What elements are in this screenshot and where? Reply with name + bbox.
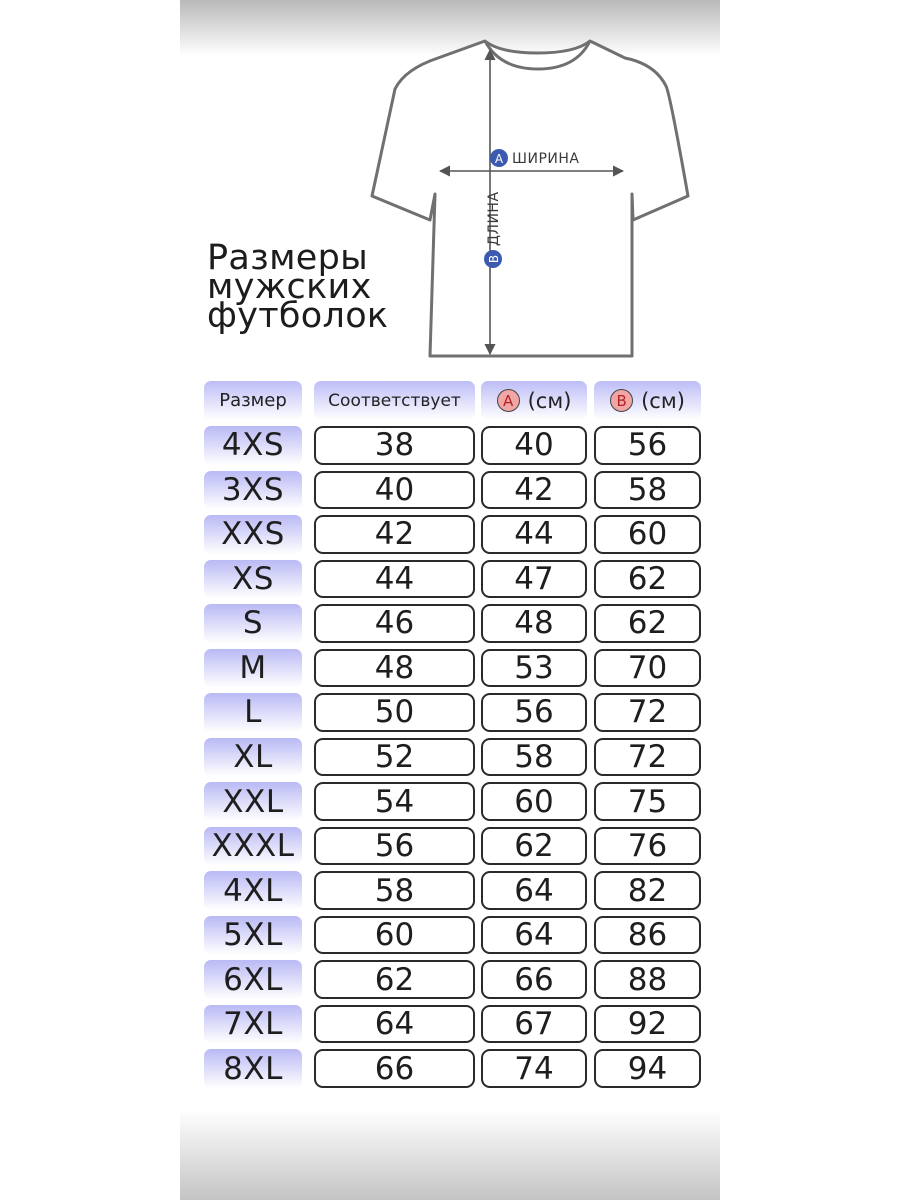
header-size-label: Размер (219, 390, 287, 411)
table-row (180, 1003, 720, 1048)
length-b-cell: 56 (594, 426, 701, 465)
table-row (180, 647, 720, 692)
size-cell: L (204, 693, 302, 732)
size-cell: 5XL (204, 916, 302, 955)
corresponds-cell: 60 (314, 916, 475, 955)
size-cell: XS (204, 560, 302, 599)
size-cell: XXS (204, 515, 302, 554)
width-a-cell: 64 (481, 916, 587, 955)
corresponds-cell: 48 (314, 649, 475, 688)
length-b-cell: 75 (594, 782, 701, 821)
size-cell: 3XS (204, 471, 302, 510)
table-row (180, 424, 720, 469)
header-col-a (481, 381, 587, 420)
width-a-cell: 47 (481, 560, 587, 599)
corresponds-cell: 44 (314, 560, 475, 599)
length-b-cell: 92 (594, 1005, 701, 1044)
bottom-shadow (180, 1110, 720, 1200)
corresponds-cell: 42 (314, 515, 475, 554)
size-cell: XXXL (204, 827, 302, 866)
corresponds-cell: 62 (314, 960, 475, 999)
header-col-b (594, 381, 701, 420)
length-b-cell: 62 (594, 560, 701, 599)
table-row (180, 513, 720, 558)
width-a-cell: 48 (481, 604, 587, 643)
table-row (180, 869, 720, 914)
length-b-cell: 62 (594, 604, 701, 643)
width-a-cell: 60 (481, 782, 587, 821)
size-chart-card (180, 0, 720, 1200)
width-a-cell: 53 (481, 649, 587, 688)
table-row (180, 1047, 720, 1092)
table-row (180, 691, 720, 736)
table-row (180, 958, 720, 1003)
size-cell: 4XS (204, 426, 302, 465)
table-row (180, 825, 720, 870)
title-line-2: мужских (207, 267, 372, 307)
length-b-cell: 94 (594, 1049, 701, 1088)
corresponds-cell: 56 (314, 827, 475, 866)
header-size (204, 381, 302, 420)
width-a-cell: 40 (481, 426, 587, 465)
width-a-cell: 74 (481, 1049, 587, 1088)
col-b-unit: (см) (641, 388, 685, 413)
size-cell: 8XL (204, 1049, 302, 1088)
size-cell: XXL (204, 782, 302, 821)
corresponds-cell: 54 (314, 782, 475, 821)
table-row (180, 736, 720, 781)
tshirt-outline (372, 41, 688, 356)
width-a-cell: 62 (481, 827, 587, 866)
corresponds-cell: 58 (314, 871, 475, 910)
length-b-cell: 86 (594, 916, 701, 955)
title-line-1: Размеры (207, 238, 369, 278)
size-table (180, 424, 720, 1092)
corresponds-cell: 50 (314, 693, 475, 732)
length-b-cell: 76 (594, 827, 701, 866)
corresponds-cell: 46 (314, 604, 475, 643)
width-marker: A (494, 152, 504, 166)
length-marker: B (487, 254, 501, 264)
size-cell: S (204, 604, 302, 643)
width-label: ШИРИНА (512, 151, 580, 167)
col-b-marker-icon: B (610, 389, 633, 412)
width-a-cell: 44 (481, 515, 587, 554)
width-a-cell: 58 (481, 738, 587, 777)
title-line-3: футболок (207, 296, 389, 336)
width-a-cell: 67 (481, 1005, 587, 1044)
width-a-cell: 56 (481, 693, 587, 732)
width-a-cell: 66 (481, 960, 587, 999)
table-row (180, 914, 720, 959)
length-b-cell: 58 (594, 471, 701, 510)
corresponds-cell: 64 (314, 1005, 475, 1044)
corresponds-cell: 38 (314, 426, 475, 465)
length-b-cell: 82 (594, 871, 701, 910)
tshirt-diagram (370, 24, 710, 364)
length-b-cell: 72 (594, 693, 701, 732)
page-title (207, 238, 389, 336)
table-row (180, 469, 720, 514)
length-b-cell: 60 (594, 515, 701, 554)
size-cell: XL (204, 738, 302, 777)
corresponds-cell: 52 (314, 738, 475, 777)
length-b-cell: 88 (594, 960, 701, 999)
table-row (180, 602, 720, 647)
table-row (180, 558, 720, 603)
length-b-cell: 72 (594, 738, 701, 777)
table-row (180, 780, 720, 825)
col-a-unit: (см) (527, 388, 572, 413)
size-cell: 4XL (204, 871, 302, 910)
size-cell: M (204, 649, 302, 688)
col-a-marker-icon: A (497, 389, 520, 412)
corresponds-cell: 66 (314, 1049, 475, 1088)
corresponds-cell: 40 (314, 471, 475, 510)
length-label: ДЛИНА (486, 191, 502, 246)
length-b-cell: 70 (594, 649, 701, 688)
size-cell: 7XL (204, 1005, 302, 1044)
header-corresponds-label: Соответствует (328, 390, 461, 411)
size-cell: 6XL (204, 960, 302, 999)
width-a-cell: 42 (481, 471, 587, 510)
header-corresponds (314, 381, 475, 420)
width-a-cell: 64 (481, 871, 587, 910)
